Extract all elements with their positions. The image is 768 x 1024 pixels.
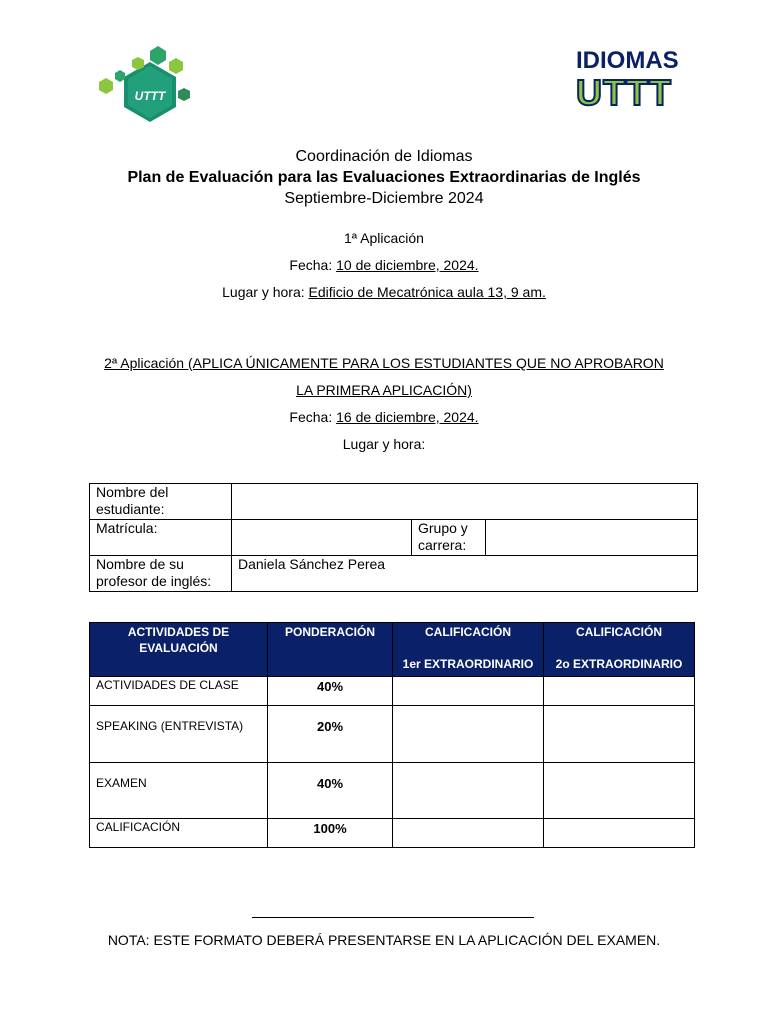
weight-cell: 40% xyxy=(268,677,393,706)
table-row xyxy=(90,819,695,848)
place-label: Lugar y hora: xyxy=(222,284,309,300)
grade-second-cell[interactable] xyxy=(544,819,695,848)
grade-second-cell[interactable] xyxy=(544,763,695,819)
date-value: 16 de diciembre, 2024. xyxy=(336,409,479,425)
date-value: 10 de diciembre, 2024. xyxy=(336,257,479,273)
teacher-name-field[interactable]: Daniela Sánchez Perea xyxy=(232,556,698,592)
table-row xyxy=(90,763,695,819)
weight-cell: 100% xyxy=(268,819,393,848)
weight-cell: 20% xyxy=(268,706,393,763)
table-row xyxy=(90,677,695,706)
student-id-label: Matrícula: xyxy=(90,520,232,556)
grade-first-cell[interactable] xyxy=(393,706,544,763)
uttt-logo-text: UTTT xyxy=(576,72,672,110)
grade-first-cell[interactable] xyxy=(393,819,544,848)
date-label: Fecha: xyxy=(289,257,337,273)
first-application-place xyxy=(0,284,768,300)
idiomas-uttt-logo xyxy=(574,44,694,110)
second-application-date xyxy=(0,409,768,425)
student-name-field[interactable] xyxy=(232,484,698,520)
title-plan: Plan de Evaluación para las Evaluaciones Extraordinarias de Inglés xyxy=(127,169,641,186)
title-period: Septiembre-Diciembre 2024 xyxy=(284,190,484,207)
title-coordination: Coordinación de Idiomas xyxy=(295,148,473,165)
activity-cell: ACTIVIDADES DE CLASE xyxy=(90,677,268,706)
student-name-label: Nombre del estudiante: xyxy=(90,484,232,520)
grade-first-cell[interactable] xyxy=(393,677,544,706)
student-info-table xyxy=(89,483,698,592)
student-id-field[interactable] xyxy=(232,520,412,556)
grade-second-cell[interactable] xyxy=(544,706,695,763)
signature-line xyxy=(252,917,534,918)
place-value: Edificio de Mecatrónica aula 13, 9 am. xyxy=(308,284,546,300)
second-application-heading: 2ª Aplicación (APLICA ÚNICAMENTE PARA LOS ESTUDIANTES QUE NO APROBARON xyxy=(104,355,664,371)
activity-cell: CALIFICACIÓN xyxy=(90,819,268,848)
uttt-logo xyxy=(92,44,202,134)
first-application-date xyxy=(0,257,768,273)
grade-first-cell[interactable] xyxy=(393,763,544,819)
date-label: Fecha: xyxy=(289,409,337,425)
header-activities: ACTIVIDADES DE EVALUACIÓN xyxy=(90,623,268,677)
weight-cell: 40% xyxy=(268,763,393,819)
activity-cell: EXAMEN xyxy=(90,763,268,819)
first-application-heading: 1ª Aplicación xyxy=(344,230,424,246)
activity-cell: SPEAKING (ENTREVISTA) xyxy=(90,706,268,763)
idiomas-logo-text: IDIOMAS xyxy=(576,47,679,74)
header-grade-first: CALIFICACIÓN 1er EXTRAORDINARIO xyxy=(393,623,544,677)
second-application-heading-cont: LA PRIMERA APLICACIÓN) xyxy=(296,382,472,398)
teacher-name-label: Nombre de su profesor de inglés: xyxy=(90,556,232,592)
grade-second-cell[interactable] xyxy=(544,677,695,706)
evaluation-table xyxy=(89,622,695,848)
header-grade-second: CALIFICACIÓN 2o EXTRAORDINARIO xyxy=(544,623,695,677)
header-weight: PONDERACIÓN xyxy=(268,623,393,677)
uttt-logo-text: UTTT xyxy=(134,89,166,103)
second-application-place: Lugar y hora: xyxy=(342,436,426,452)
table-row xyxy=(90,706,695,763)
footer-note: NOTA: ESTE FORMATO DEBERÁ PRESENTARSE EN LA APLICACIÓN DEL EXAMEN. xyxy=(107,932,661,948)
group-career-label: Grupo y carrera: xyxy=(412,520,486,556)
group-career-field[interactable] xyxy=(486,520,698,556)
